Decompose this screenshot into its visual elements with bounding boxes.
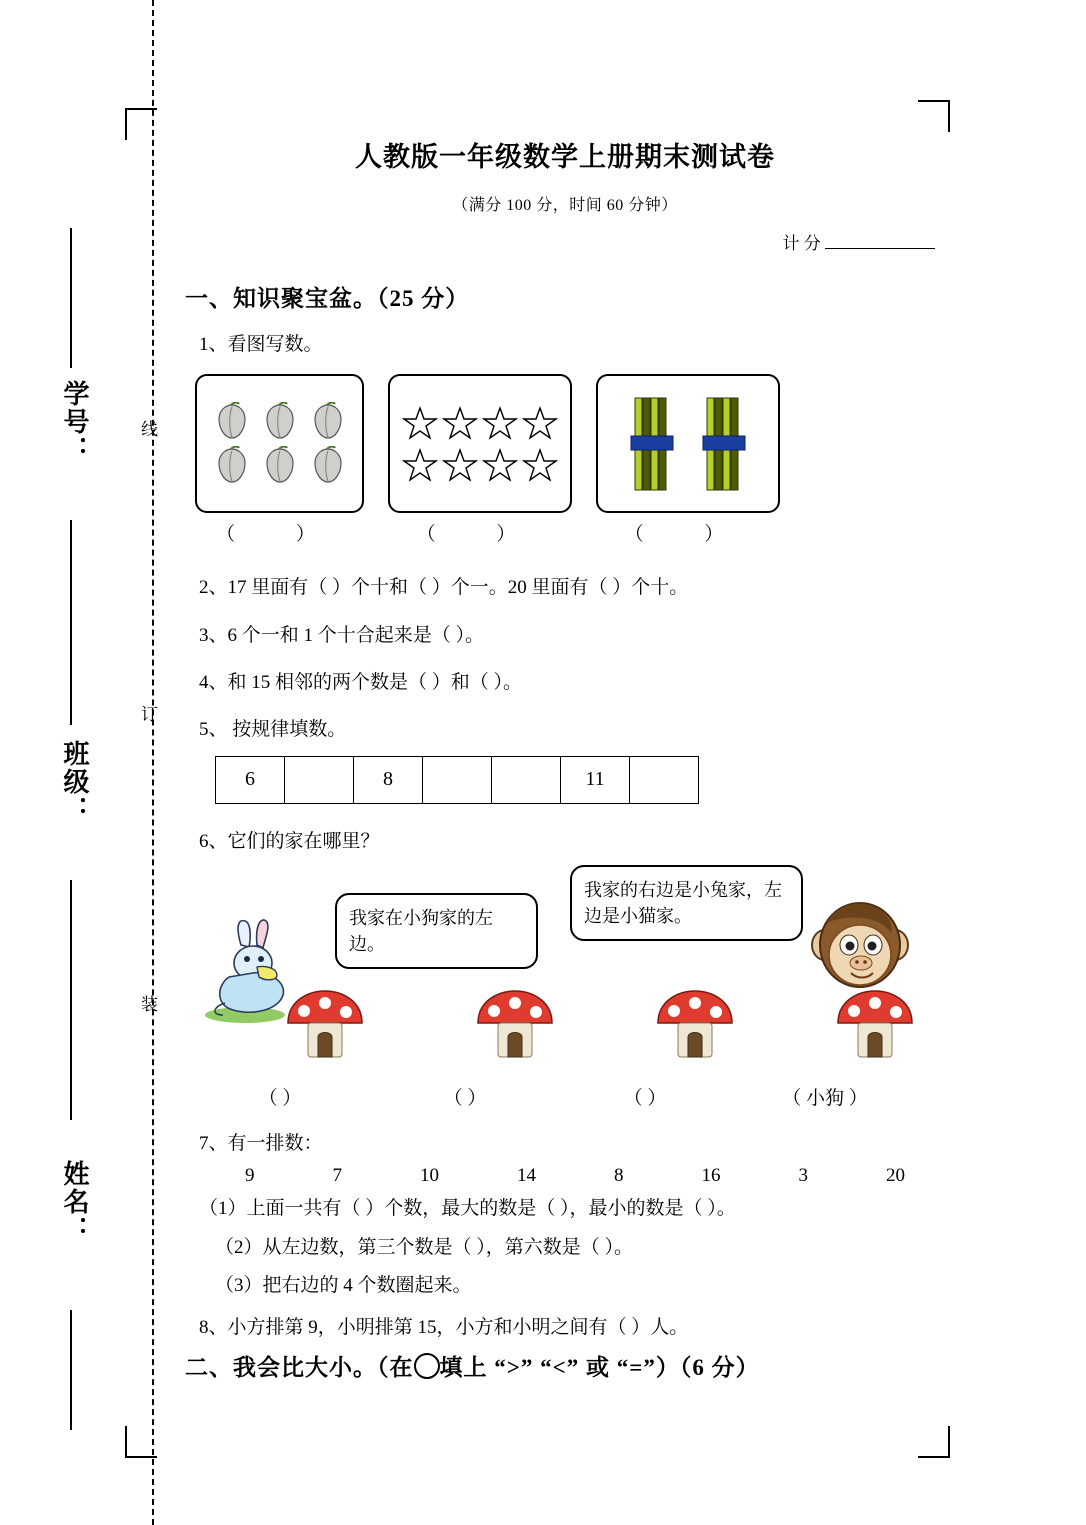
answer-blank-2[interactable]: （ ） [416, 524, 544, 546]
fold-dashed-line [152, 0, 154, 1525]
figure-bundle-box [596, 374, 780, 513]
question-6-scene [185, 865, 945, 1095]
star-row [402, 405, 558, 441]
pattern-cell-3[interactable]: 8 [354, 756, 423, 803]
page-title: 人教版一年级数学上册期末测试卷 [355, 142, 775, 172]
pattern-cell-4[interactable] [423, 756, 492, 803]
question-7-sub-3: （3）把右边的 4 个数圈起来。 [215, 1275, 472, 1296]
peach-icon [211, 446, 253, 486]
house-answer-4[interactable]: （ 小狗 ） [782, 1088, 868, 1110]
margin-rule-3 [70, 585, 72, 725]
pattern-cell-1[interactable]: 6 [216, 756, 285, 803]
margin-rule-5 [70, 1000, 72, 1120]
paper-content [185, 0, 945, 1382]
star-icon [482, 405, 518, 441]
figure-star-box [388, 374, 572, 513]
star-icon [442, 447, 478, 483]
question-6-prompt: 6、它们的家在哪里？ [199, 830, 380, 852]
peach-icon [259, 446, 301, 486]
answer-blank-1[interactable]: （ ） [216, 524, 343, 546]
number-item: 7 [332, 1165, 342, 1187]
stick-bundle-icon [629, 396, 675, 492]
section-2-heading-start: 二、我会比大小。（在 [185, 1355, 414, 1381]
peach-icon [259, 402, 301, 442]
table-row [216, 756, 699, 803]
margin-label-name: 姓名： [60, 1160, 89, 1244]
answer-blank-3[interactable]: （ ） [624, 524, 752, 546]
star-icon [402, 405, 438, 441]
number-item: 10 [420, 1165, 439, 1187]
pattern-cell-2[interactable] [285, 756, 354, 803]
margin-rule-1 [70, 228, 72, 368]
question-4: 4、和 15 相邻的两个数是（ ）和（ ）。 [199, 672, 523, 694]
pattern-cell-7[interactable] [630, 756, 699, 803]
house-answer-2[interactable]: （ ） [443, 1088, 487, 1110]
margin-rule-6 [70, 1310, 72, 1430]
page-subtitle: （满分 100 分，时间 60 分钟） [452, 197, 678, 214]
star-icon [522, 405, 558, 441]
question-2: 2、17 里面有（ ）个十和（ ）个一。20 里面有（ ）个十。 [199, 577, 689, 599]
house-answer-3[interactable]: （ ） [623, 1088, 667, 1110]
number-item: 9 [245, 1165, 255, 1187]
star-icon [482, 447, 518, 483]
question-7-number-list [245, 1165, 905, 1187]
peach-icon [307, 402, 349, 442]
star-grid [402, 405, 558, 483]
peach-grid [211, 402, 349, 486]
mushroom-house-icon [650, 985, 740, 1065]
monkey-speech-text: 我家的右边是小兔家，左边是小猫家。 [584, 880, 782, 927]
pattern-cell-6[interactable]: 11 [561, 756, 630, 803]
section-2-heading [185, 1349, 945, 1382]
section-2-heading-end: 填上 “>” “<” 或 “=”）（6 分） [439, 1355, 760, 1381]
mushroom-house-icon [470, 985, 560, 1065]
monkey-speech-bubble [570, 865, 803, 941]
stick-bundles [629, 396, 747, 492]
peach-icon [211, 402, 253, 442]
star-row [402, 447, 558, 483]
peach-icon [307, 446, 349, 486]
question-5-prompt: 5、 按规律填数。 [199, 719, 347, 741]
number-item: 14 [517, 1165, 536, 1187]
number-item: 8 [614, 1165, 624, 1187]
question-1-prompt: 1、看图写数。 [199, 334, 323, 355]
margin-label-student-id: 学号： [60, 380, 89, 464]
star-icon [402, 447, 438, 483]
house-answer-1[interactable]: （ ） [258, 1088, 302, 1110]
stick-bundle-icon [701, 396, 747, 492]
number-item: 20 [886, 1165, 905, 1187]
circle-blank-icon [414, 1353, 440, 1379]
pattern-cell-5[interactable] [492, 756, 561, 803]
question-8: 8、小方排第 9，小明排第 15，小方和小明之间有（ ）人。 [199, 1317, 689, 1339]
score-blank[interactable] [825, 232, 935, 249]
margin-label-ding: 订 [138, 705, 157, 724]
number-item: 3 [798, 1165, 808, 1187]
question-1-answer-row [195, 519, 945, 546]
number-item: 16 [701, 1165, 721, 1187]
figure-peach-box [195, 374, 364, 513]
star-icon [522, 447, 558, 483]
monkey-icon [805, 893, 915, 998]
corner-mark-bottom-right [918, 1426, 950, 1458]
question-7-sub-1: （1）上面一共有（ ）个数，最大的数是（ ），最小的数是（ ）。 [199, 1198, 736, 1220]
rabbit-speech-bubble [335, 893, 538, 969]
score-row [185, 229, 945, 254]
question-3: 3、6 个一和 1 个十合起来是（ ）。 [199, 624, 485, 646]
margin-label-zhuang: 装 [138, 995, 157, 1014]
question-7-prompt: 7、有一排数： [199, 1133, 323, 1155]
question-1-figures [195, 374, 945, 513]
mushroom-house-icon [280, 985, 370, 1065]
star-icon [442, 405, 478, 441]
question-7-sub-2: （2）从左边数，第三个数是（ ），第六数是（ ）。 [215, 1236, 634, 1258]
margin-label-xian: 线 [138, 420, 157, 439]
mushroom-house-icon [830, 985, 920, 1065]
margin-label-class: 班级： [60, 740, 89, 824]
rabbit-speech-text: 我家在小狗家的左边。 [349, 908, 493, 955]
section-1-heading: 一、知识聚宝盆。（25 分） [185, 286, 470, 311]
score-label: 计 分 [782, 234, 821, 253]
number-pattern-table [215, 756, 699, 804]
